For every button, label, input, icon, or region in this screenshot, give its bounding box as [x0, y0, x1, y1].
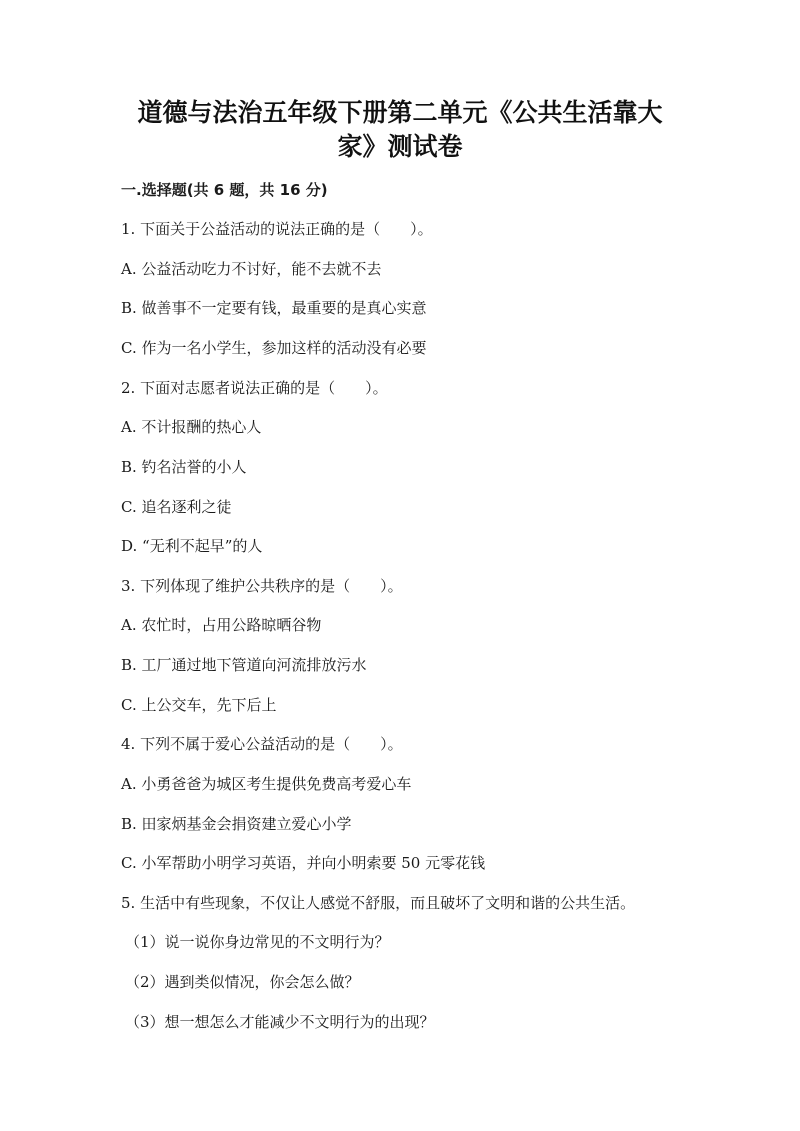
question-5-stem: 5. 生活中有些现象，不仅让人感觉不舒服，而且破坏了文明和谐的公共生活。: [121, 894, 636, 912]
question-3-option-b: B. 工厂通过地下管道向河流排放污水: [121, 656, 367, 674]
question-5-sub-2: （2）遇到类似情况，你会怎么做？: [125, 973, 360, 991]
question-5-sub-1: （1）说一说你身边常见的不文明行为？: [125, 933, 390, 951]
question-2-option-d: D. “无利不起早”的人: [121, 537, 263, 555]
question-1-stem: 1. 下面关于公益活动的说法正确的是（ ）。: [121, 220, 433, 238]
document-title: [0, 96, 800, 164]
section-heading: 一.选择题(共 6 题，共 16 分): [121, 181, 328, 199]
question-3-option-c: C. 上公交车，先下后上: [121, 696, 277, 714]
question-2-stem: 2. 下面对志愿者说法正确的是（ ）。: [121, 379, 388, 397]
question-3-stem: 3. 下列体现了维护公共秩序的是（ ）。: [121, 577, 403, 595]
question-3-option-a: A. 农忙时，占用公路晾晒谷物: [121, 616, 322, 634]
question-4-option-a: A. 小勇爸爸为城区考生提供免费高考爱心车: [121, 775, 412, 793]
title-line-1: 道德与法治五年级下册第二单元《公共生活靠大: [137, 98, 663, 127]
question-2-option-c: C. 追名逐利之徒: [121, 498, 232, 516]
question-4-option-c: C. 小军帮助小明学习英语，并向小明索要 50 元零花钱: [121, 854, 486, 872]
question-2-option-b: B. 钓名沽誉的小人: [121, 458, 247, 476]
question-4-stem: 4. 下列不属于爱心公益活动的是（ ）。: [121, 735, 403, 753]
question-1-option-a: A. 公益活动吃力不讨好，能不去就不去: [121, 260, 382, 278]
question-1-option-c: C. 作为一名小学生，参加这样的活动没有必要: [121, 339, 427, 357]
question-1-option-b: B. 做善事不一定要有钱，最重要的是真心实意: [121, 299, 427, 317]
question-5-sub-3: （3）想一想怎么才能减少不文明行为的出现？: [125, 1013, 435, 1031]
question-4-option-b: B. 田家炳基金会捐资建立爱心小学: [121, 815, 352, 833]
question-2-option-a: A. 不计报酬的热心人: [121, 418, 262, 436]
title-line-2: 家》测试卷: [337, 132, 463, 161]
